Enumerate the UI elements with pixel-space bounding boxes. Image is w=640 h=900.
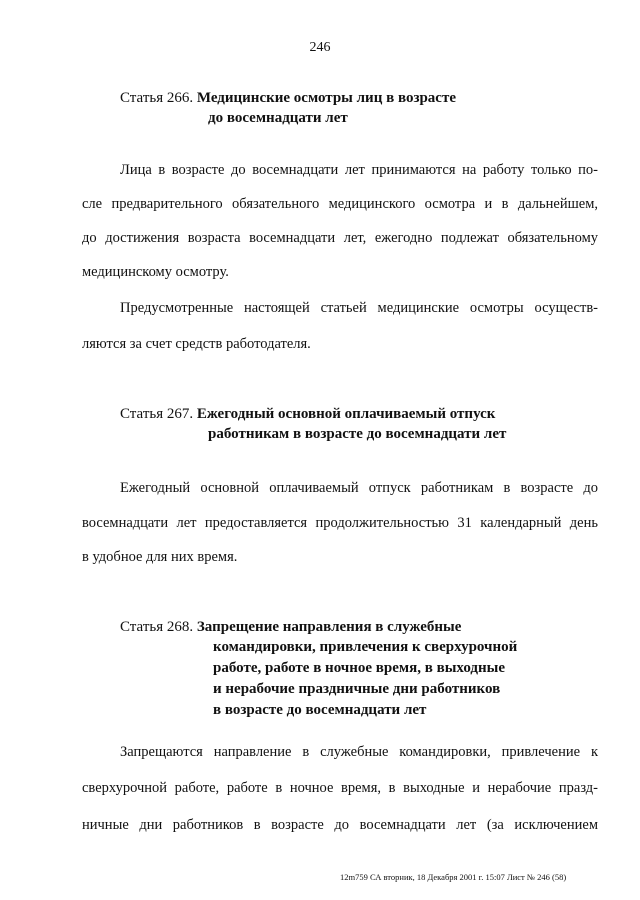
article-268-title-line-2: командировки, привлечения к сверхурочной bbox=[213, 639, 518, 655]
paragraph-line: Лица в возрасте до восемнадцати лет принимаются на работу только по- bbox=[120, 162, 598, 178]
article-266-heading bbox=[120, 88, 456, 109]
article-267-prefix: Статья 267. bbox=[120, 406, 194, 422]
paragraph-line: Ежегодный основной оплачиваемый отпуск работникам в возрасте до bbox=[120, 480, 598, 496]
article-267-title-line-2: работникам в возрасте до восемнадцати лет bbox=[208, 426, 507, 442]
paragraph-line: медицинскому осмотру. bbox=[82, 264, 229, 280]
paragraph-line: ляются за счет средств работодателя. bbox=[82, 336, 311, 352]
paragraph-line: сверхурочной работе, работе в ночное время, в выходные и нерабочие празд- bbox=[82, 780, 598, 796]
article-267-heading bbox=[120, 404, 495, 425]
article-266-prefix: Статья 266. bbox=[120, 90, 194, 106]
page-footer: 12m759 СА вторник, 18 Декабря 2001 г. 15:07 Лист № 246 (58) bbox=[340, 872, 567, 882]
article-266-title-line-1: Медицинские осмотры лиц в возрасте bbox=[196, 90, 456, 106]
paragraph-line: восемнадцати лет предоставляется продолжительностью 31 календарный день bbox=[82, 515, 598, 531]
article-268-title-line-4: и нерабочие праздничные дни работников bbox=[213, 681, 501, 697]
article-268-heading bbox=[120, 617, 461, 638]
article-268-prefix: Статья 268. bbox=[120, 619, 194, 635]
article-266-title-line-2: до восемнадцати лет bbox=[208, 110, 348, 126]
paragraph-line: до достижения возраста восемнадцати лет, ежегодно подлежат обязательному bbox=[82, 230, 598, 246]
paragraph-line: ничные дни работников в возрасте до восемнадцати лет (за исключением bbox=[82, 817, 598, 833]
article-267-title-continued bbox=[208, 424, 506, 445]
article-268-title-line-1: Запрещение направления в служебные bbox=[196, 619, 462, 635]
article-267-title-line-1: Ежегодный основной оплачиваемый отпуск bbox=[196, 406, 496, 422]
paragraph-line: в удобное для них время. bbox=[82, 549, 238, 565]
paragraph-line: Запрещаются направление в служебные командировки, привлечение к bbox=[120, 744, 598, 760]
paragraph-line: Предусмотренные настоящей статьей медицинские осмотры осуществ- bbox=[120, 300, 598, 316]
page-number: 246 bbox=[309, 40, 331, 55]
article-268-title-line-3: работе, работе в ночное время, в выходные bbox=[213, 660, 506, 676]
paragraph-line: сле предварительного обязательного медицинского осмотра и в дальнейшем, bbox=[82, 196, 598, 212]
article-266-title-continued bbox=[208, 108, 348, 129]
article-268-title-continued bbox=[213, 637, 517, 721]
article-268-title-line-5: в возрасте до восемнадцати лет bbox=[213, 702, 427, 718]
